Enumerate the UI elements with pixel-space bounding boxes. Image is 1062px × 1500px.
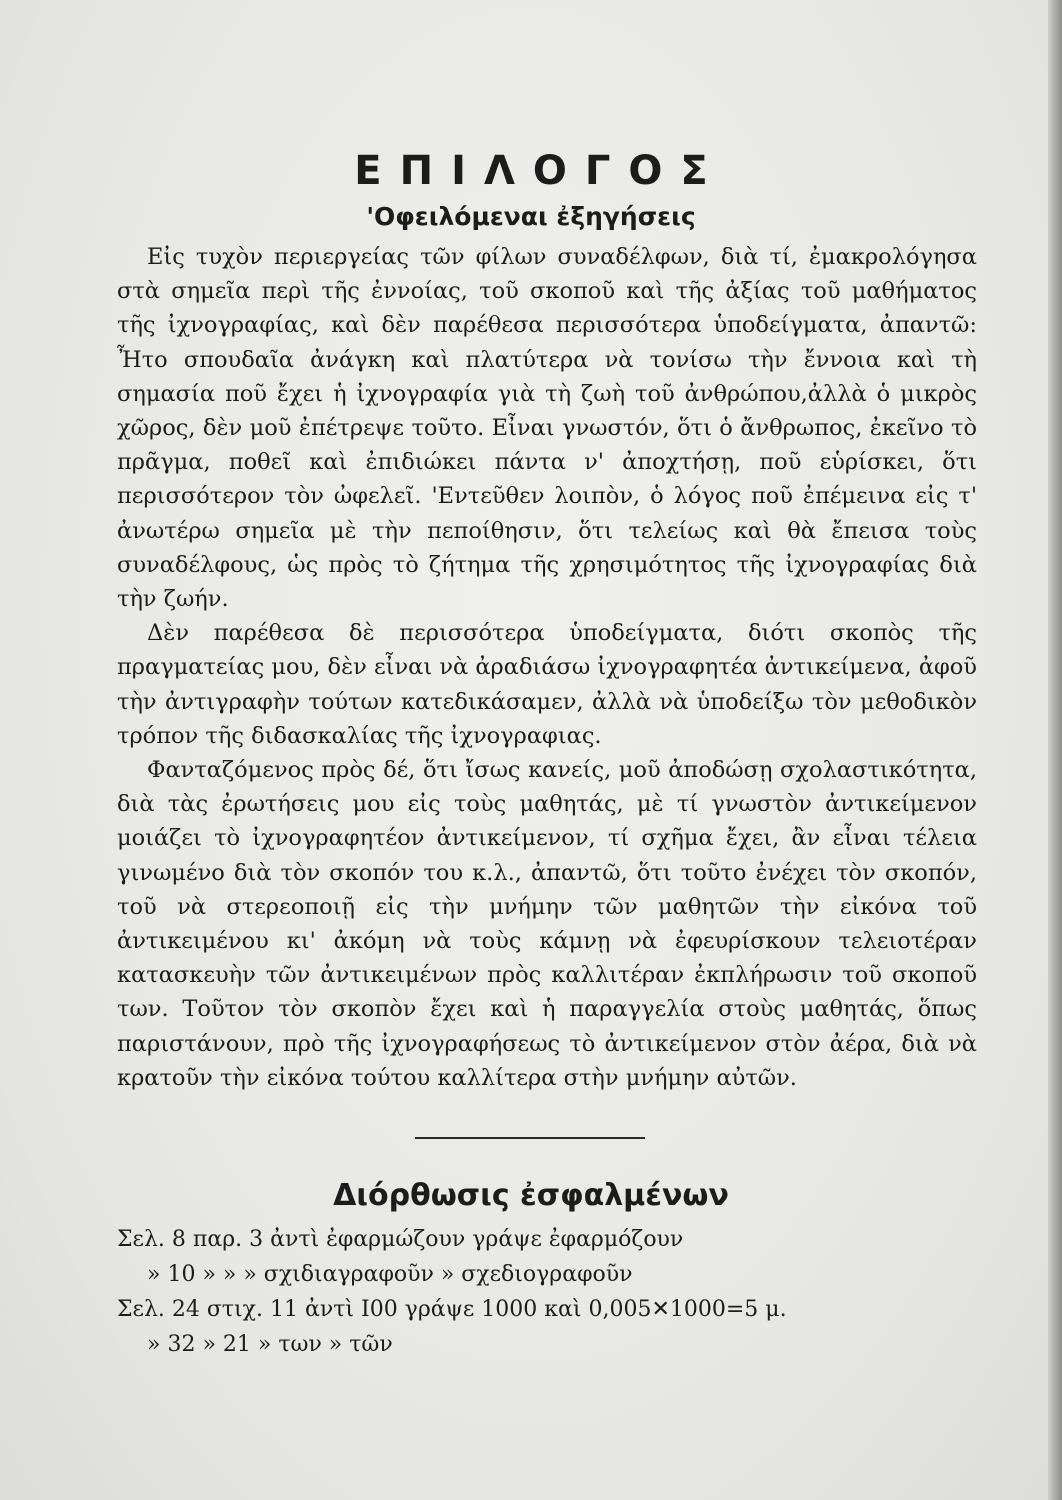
page-title: ΕΠΙΛΟΓΟΣ <box>354 148 726 194</box>
errata-list <box>117 1222 997 1362</box>
page-subtitle: 'Οφειλόμεναι ἐξηγήσεις <box>366 202 696 231</box>
epilogue-body <box>117 240 977 1095</box>
errata-title: Διόρθωσις ἐσφαλμένων <box>333 1178 729 1213</box>
paragraph-3: Φανταζόμενος πρὸς δέ, ὅτι ἴσως κανείς, μοῦ ἀποδώσῃ σχολαστικότητα, διὰ τὰς ἐρωτήσεις μου εἰς τοὺς μαθητάς, μὲ τί γνωστὸν ἀντικείμενον μοιάζει τὸ ἰχνογραφητέον ἀντικείμενον, τί σχῆμα ἔχει, ἂν εἶναι τέλεια γινωμένο διὰ τὸν σκοπόν του κ.λ., ἀπαντῶ, ὅτι τοῦτο ἐνέχει τὸν σκοπόν, τοῦ νὰ στερεοποιῇ εἰς τὴν μνήμην τῶν μαθητῶν τὴν εἰκόνα τοῦ ἀντικειμένου κι' ἀκόμη νὰ τοὺς κάμνῃ νὰ ἐφευρίσκουν τελειοτέραν κατασκευὴν τῶν ἀντικειμένων πρὸς καλλιτέραν ἐκπλήρωσιν τοῦ σκοποῦ των. Τοῦτον τὸν σκοπὸν ἔχει καὶ ἡ παραγγελία στοὺς μαθητάς, ὅπως παριστάνουν, πρὸ τῆς ἰχνογραφήσεως τὸ ἀντικείμενον στὸν ἀέρα, διὰ νὰ κρατοῦν τὴν εἰκόνα τούτου καλλίτερα στὴν μνήμην αὐτῶν. <box>117 757 977 1091</box>
errata-row: Σελ. 24 στιχ. 11 ἀντὶ Ι00 γράψε 1000 καὶ 0,005✕1000=5 μ. <box>117 1297 787 1322</box>
errata-row: » 32 » 21 » των » τῶν <box>147 1332 393 1357</box>
errata-row: » 10 » » » σχιδιαγραφοῦν » σχεδιογραφοῦν <box>147 1262 633 1287</box>
paragraph-2: Δὲν παρέθεσα δὲ περισσότερα ὑποδείγματα, διότι σκοπὸς τῆς πραγματείας μου, δὲν εἶναι νὰ ἀραδιάσω ἰχνογραφητέα ἀντικείμενα, ἀφοῦ τὴν ἀντιγραφὴν τούτων κατεδικάσαμεν, ἀλλὰ νὰ ὑποδείξω τὸν μεθοδικὸν τρόπον τῆς διδασκαλίας τῆς ἰχνογραφιας. <box>117 620 977 749</box>
errata-row: Σελ. 8 παρ. 3 ἀντὶ ἐφαρμώζουν γράψε ἐφαρμόζουν <box>117 1227 684 1252</box>
section-divider <box>415 1137 645 1139</box>
paragraph-1: Εἰς τυχὸν περιεργείας τῶν φίλων συναδέλφων, διὰ τί, ἐμακρολόγησα στὰ σημεῖα περὶ τῆς ἐννοίας, τοῦ σκοποῦ καὶ τῆς ἀξίας τοῦ μαθήματος τῆς ἰχνογραφίας, καὶ δὲν παρέθεσα περισσότερα ὑποδείγματα, ἀπαντῶ: Ἦτο σπουδαῖα ἀνάγκη καὶ πλατύτερα νὰ τονίσω τὴν ἔννοια καὶ τὴ σημασία ποῦ ἔχει ἡ ἰχνογραφία γιὰ τὴ ζωὴ τοῦ ἀνθρώπου,ἀλλὰ ὁ μικρὸς χῶρος, δὲν μοῦ ἐπέτρεψε τοῦτο. Εἶναι γνωστόν, ὅτι ὁ ἄνθρωπος, ἐκεῖνο τὸ πρᾶγμα, ποθεῖ καὶ ἐπιδιώκει πάντα ν' ἀποχτήσῃ, ποῦ εὑρίσκει, ὅτι περισσότερον τὸν ὠφελεῖ. 'Εντεῦθεν λοιπὸν, ὁ λόγος ποῦ ἐπέμεινα εἰς τ' ἀνωτέρω σημεῖα μὲ τὴν πεποίθησιν, ὅτι τελείως καὶ θὰ ἔπεισα τοὺς συναδέλφους, ὡς πρὸς τὸ ζήτημα τῆς χρησιμότητος τῆς ἰχνογραφίας διὰ τὴν ζωήν. <box>117 244 977 613</box>
